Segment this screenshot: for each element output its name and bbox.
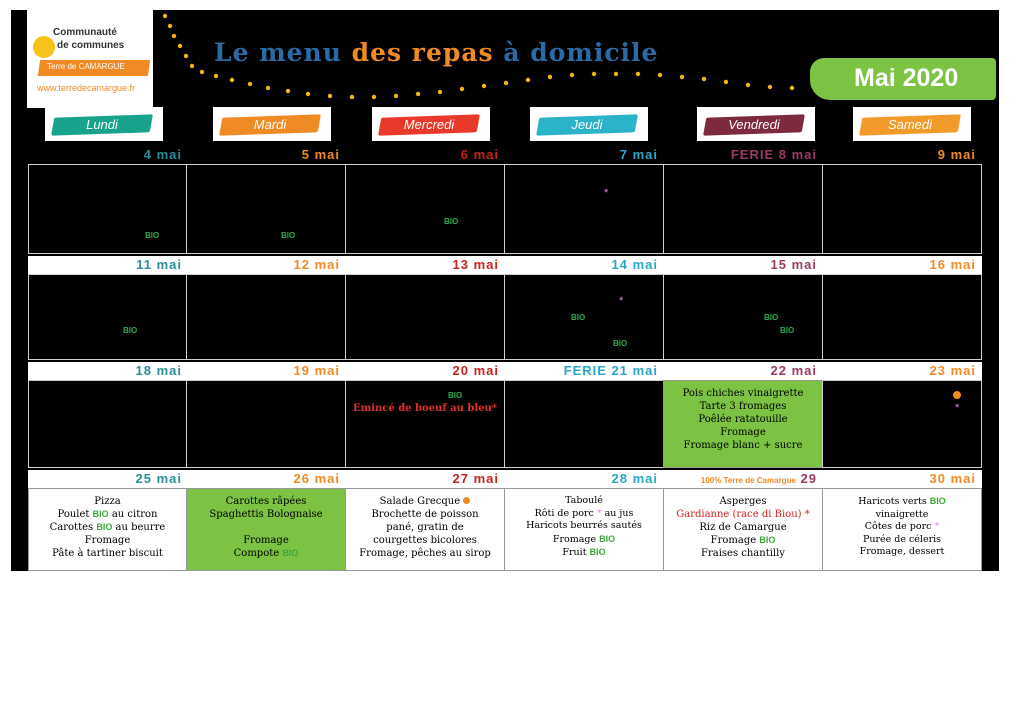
- date-label: 14 mai: [611, 257, 658, 272]
- pork-star-icon: *: [955, 402, 960, 414]
- date-label: 20 mai: [452, 363, 499, 378]
- date-row-week2: [28, 256, 982, 274]
- orange-dot-icon: [953, 391, 961, 399]
- menu-cell: BIO: [28, 164, 187, 254]
- date-label: 16 mai: [929, 257, 976, 272]
- pork-star-icon: *: [619, 295, 624, 307]
- date-label: 12 mai: [293, 257, 340, 272]
- menu-cell: [822, 380, 982, 468]
- menu-cell: BIO: [345, 164, 505, 254]
- menu-cell: BIO Emincé de boeuf au bleu*: [345, 380, 505, 468]
- menu-cell: BIO: [28, 274, 187, 360]
- month-badge: Mai 2020: [810, 58, 996, 100]
- orange-dot-icon: [463, 497, 470, 504]
- date-label: 13 mai: [452, 257, 499, 272]
- date-label: FERIE 8 mai: [730, 147, 817, 162]
- date-label: 11 mai: [136, 257, 182, 272]
- menu-items: Pizza Poulet BIO au citron Carottes BIO au beurre Fromage Pâte à tartiner biscuit: [49, 496, 166, 559]
- logo-line-1: Communauté: [53, 27, 117, 38]
- pork-star-icon: *: [596, 507, 602, 519]
- date-label: 5 mai: [301, 147, 340, 162]
- day-header-vendredi: Vendredi: [697, 107, 815, 141]
- day-header-mercredi: Mercredi: [372, 107, 490, 141]
- menu-cell: BIO BIO: [663, 274, 823, 360]
- date-row-week1: [28, 146, 982, 164]
- page-title: Le menu des repas à domicile: [214, 38, 659, 67]
- date-row-week3: [28, 362, 982, 380]
- day-header-samedi: Samedi: [853, 107, 971, 141]
- menu-cell: [504, 380, 664, 468]
- date-label: 27 mai: [452, 471, 499, 486]
- menu-items: Pois chiches vinaigrette Tarte 3 fromages Poêlée ratatouille Fromage Fromage blanc + sucre: [682, 388, 804, 451]
- date-label: 6 mai: [460, 147, 499, 162]
- date-label: 30 mai: [929, 471, 976, 486]
- date-label: 19 mai: [293, 363, 340, 378]
- date-label: 25 mai: [135, 471, 182, 486]
- menu-cell: [345, 488, 505, 571]
- menu-cell: * BIO BIO: [504, 274, 664, 360]
- menu-cell: [822, 274, 982, 360]
- menu-cell: [186, 380, 346, 468]
- menu-cell: [822, 164, 982, 254]
- menu-cell-highlight: [186, 488, 346, 571]
- date-label: 22 mai: [770, 363, 817, 378]
- menu-items: Haricots verts BIO vinaigrette Côtes de porc * Purée de céleris Fromage, dessert: [858, 496, 946, 557]
- logo-line-3: Terre de CAMARGUE: [47, 62, 125, 71]
- pork-star-icon: *: [934, 521, 940, 532]
- date-row-week4: [28, 470, 982, 488]
- date-label: FERIE 21 mai: [563, 363, 658, 378]
- menu-cell: BIO: [186, 164, 346, 254]
- menu-items: Asperges Gardianne (race di Biou) * Riz de Camargue Fromage BIO Fraises chantilly: [676, 496, 810, 559]
- date-label: 4 mai: [143, 147, 182, 162]
- date-label: 26 mai: [293, 471, 340, 486]
- menu-items: Carottes râpées Spaghettis Bolognaise Fromage Compote BIO: [209, 496, 323, 559]
- menu-cell: [663, 488, 823, 571]
- day-header-mardi: Mardi: [213, 107, 331, 141]
- menu-items: Taboulé Rôti de porc * au jus Haricots beurrés sautés Fromage BIO Fruit BIO: [526, 495, 642, 558]
- menu-cell: [822, 488, 982, 571]
- menu-cell: [504, 488, 664, 571]
- day-header-lundi: Lundi: [45, 107, 163, 141]
- menu-cell: [186, 274, 346, 360]
- day-header-jeudi: Jeudi: [530, 107, 648, 141]
- date-label: 15 mai: [770, 257, 817, 272]
- date-label: 7 mai: [619, 147, 658, 162]
- menu-cell: [663, 164, 823, 254]
- pork-star-icon: *: [604, 187, 609, 199]
- menu-cell-highlight: [663, 380, 823, 468]
- logo-line-2: de communes: [57, 40, 125, 51]
- date-label: 18 mai: [135, 363, 182, 378]
- logo-url: www.terredecamargue.fr: [37, 83, 136, 93]
- menu-item-red: Emincé de boeuf au bleu*: [352, 403, 497, 414]
- menu-items: Salade Grecque Brochette de poisson pané, gratin de courgettes bicolores Fromage, pêches au sirop: [359, 496, 491, 559]
- menu-cell: [504, 164, 664, 254]
- date-label: 9 mai: [937, 147, 976, 162]
- date-label: 28 mai: [611, 471, 658, 486]
- date-label: 100% Terre de Camargue 29: [700, 471, 817, 486]
- menu-cell: [28, 488, 187, 571]
- menu-cell: [345, 274, 505, 360]
- menu-cell: [28, 380, 187, 468]
- date-label: 23 mai: [929, 363, 976, 378]
